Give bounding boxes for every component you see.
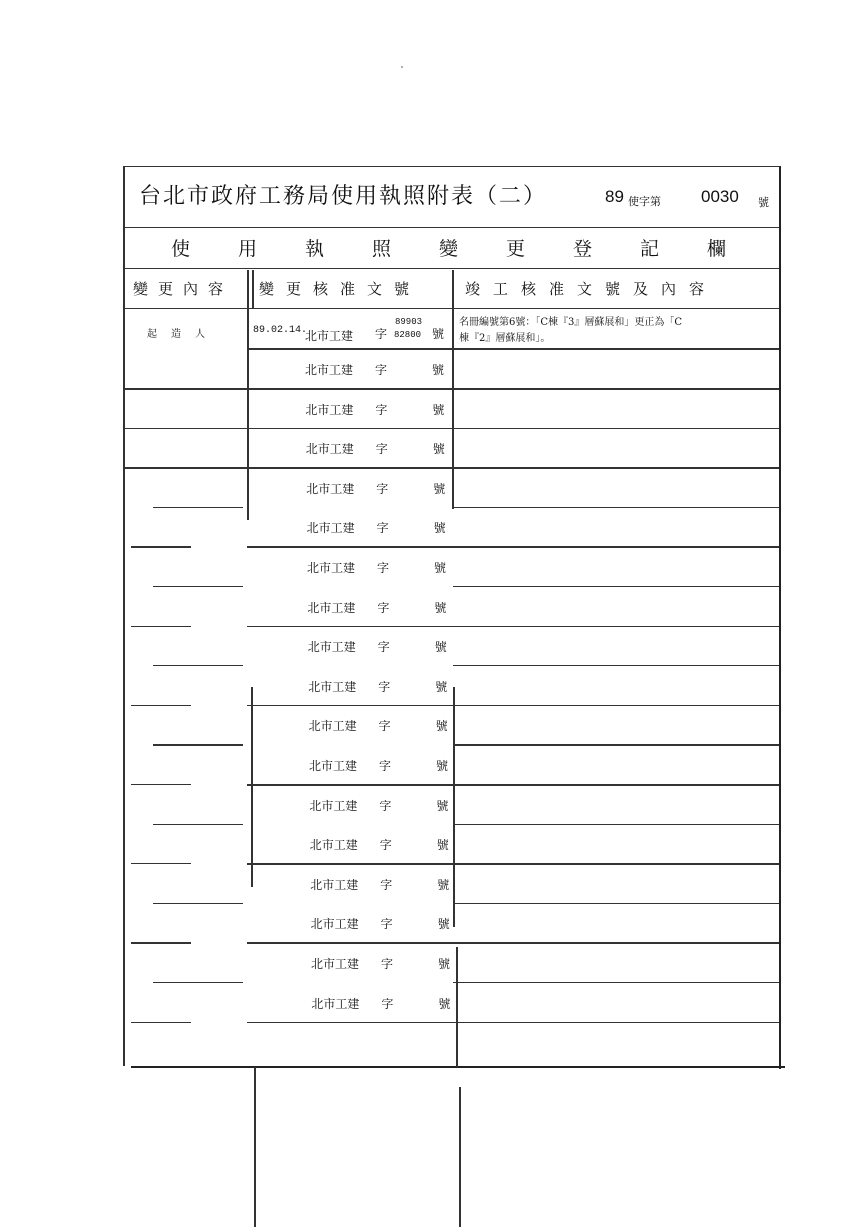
grid-line (247, 784, 779, 786)
grid-line (153, 744, 243, 745)
grid-line (153, 507, 243, 508)
approval-prefix: 北市工建 (311, 957, 360, 971)
approval-hao: 號 (435, 719, 448, 734)
record-row (123, 626, 779, 666)
record-row (123, 349, 779, 389)
approval-prefix: 北市工建 (309, 838, 358, 853)
approval-zi: 字 (377, 600, 390, 615)
grid-line (153, 665, 243, 666)
grid-line (453, 744, 779, 745)
column-divider (254, 1067, 256, 1227)
approval-prefix: 北市工建 (305, 329, 354, 343)
header-approval-doc: 變更核准文號 (259, 280, 422, 298)
grid-line (453, 586, 779, 587)
grid-line (131, 626, 191, 627)
record-row (123, 587, 779, 627)
grid-line (153, 824, 243, 825)
approval-hao: 號 (436, 798, 449, 813)
approval-date: 89.02.14. (253, 325, 308, 336)
approval-zi: 字 (379, 838, 392, 853)
grid-line (453, 665, 779, 666)
approval-zi: 字 (377, 640, 390, 655)
grid-line (247, 1022, 779, 1024)
record-row (123, 507, 779, 547)
record-row (123, 745, 779, 785)
approval-prefix: 北市工建 (307, 600, 356, 615)
grid-line (453, 824, 779, 825)
header-completion: 竣工核准文號及內容 (465, 280, 718, 298)
grid-line (131, 784, 191, 785)
approval-prefix: 北市工建 (305, 442, 354, 457)
approval-zi: 字 (375, 442, 388, 457)
record-row (123, 943, 779, 983)
approval-prefix: 北市工建 (309, 759, 358, 773)
grid-line (153, 586, 243, 587)
permit-word: 使字第 (628, 195, 661, 208)
column-divider (452, 270, 454, 308)
record-row (123, 468, 779, 508)
approval-zi: 字 (375, 327, 388, 341)
approval-zi: 字 (380, 917, 393, 932)
approval-hao: 號 (437, 877, 450, 892)
approval-hao: 號 (437, 917, 450, 932)
approval-zi: 字 (381, 996, 394, 1011)
approval-prefix: 北市工建 (310, 917, 359, 932)
section-title: 使用執照變更登記欄 (171, 238, 775, 260)
approval-number-top: 89903 (395, 317, 423, 327)
grid-line (131, 942, 191, 943)
column-divider (452, 309, 454, 509)
grid-line (453, 507, 779, 508)
approval-hao: 號 (432, 402, 445, 417)
approval-prefix: 北市工建 (311, 996, 360, 1011)
scan-speck (401, 66, 403, 68)
approval-hao: 號 (432, 363, 445, 377)
approval-hao: 號 (432, 327, 445, 341)
approval-prefix: 北市工建 (309, 798, 358, 813)
section-title-row (123, 228, 779, 269)
completion-content-line1: 名冊編號第6號：「C棟『3』層蘇展和」更正為「C (459, 317, 683, 328)
approval-zi: 字 (376, 521, 389, 536)
approval-hao: 號 (433, 481, 446, 496)
grid-line (247, 942, 779, 944)
record-row (123, 547, 779, 587)
approval-prefix: 北市工建 (308, 679, 357, 694)
grid-line (131, 546, 191, 547)
change-content-cell: 起造人 (147, 329, 219, 340)
record-row (123, 824, 779, 864)
approval-prefix: 北市工建 (306, 521, 355, 536)
approval-zi: 字 (376, 481, 389, 496)
approval-hao: 號 (434, 640, 447, 655)
column-divider (247, 270, 249, 520)
approval-zi: 字 (375, 363, 388, 377)
header-change-content: 變更內容 (133, 280, 234, 298)
approval-hao: 號 (435, 679, 448, 694)
grid-line (247, 863, 779, 865)
column-divider (251, 687, 253, 887)
column-divider (453, 687, 455, 927)
permit-number-suffix: 號 (758, 196, 769, 209)
approval-zi: 字 (378, 679, 391, 694)
usage-permit-appendix-form (123, 166, 781, 1069)
approval-hao: 號 (436, 759, 449, 773)
column-divider (252, 270, 254, 308)
grid-line (453, 903, 779, 904)
approval-zi: 字 (378, 719, 391, 734)
approval-prefix: 北市工建 (305, 402, 354, 417)
grid-line (131, 863, 191, 864)
approval-hao: 號 (438, 957, 451, 971)
approval-prefix: 北市工建 (310, 877, 359, 892)
record-row (123, 903, 779, 943)
approval-hao: 號 (436, 838, 449, 853)
approval-prefix: 北市工建 (307, 561, 356, 575)
record-row (123, 309, 779, 349)
record-row (123, 666, 779, 706)
approval-prefix: 北市工建 (307, 640, 356, 655)
grid-line (153, 982, 243, 983)
column-divider (456, 947, 458, 1067)
completion-content-line2: 棟『2』層蘇展和」。 (459, 333, 551, 344)
approval-hao: 號 (433, 521, 446, 536)
grid-line (123, 388, 779, 390)
grid-line (247, 546, 779, 548)
grid-line (153, 903, 243, 904)
approval-hao: 號 (434, 561, 447, 575)
approval-zi: 字 (381, 957, 394, 971)
permit-number: 0030 (701, 187, 739, 206)
form-title: 台北市政府工務局使用執照附表（二） (139, 184, 548, 209)
grid-line (131, 1022, 191, 1023)
grid-line (453, 982, 779, 983)
approval-zi: 字 (377, 561, 390, 575)
approval-zi: 字 (379, 798, 392, 813)
approval-zi: 字 (375, 402, 388, 417)
permit-year: 89 (605, 187, 624, 206)
record-row (123, 983, 779, 1023)
grid-line (247, 626, 779, 628)
grid-line (123, 467, 779, 469)
approval-hao: 號 (432, 442, 445, 457)
grid-line (131, 705, 191, 706)
record-row (123, 389, 779, 429)
approval-zi: 字 (379, 759, 392, 773)
approval-zi: 字 (380, 877, 393, 892)
column-header-row (123, 270, 779, 309)
record-row (123, 864, 779, 904)
approval-hao: 號 (438, 996, 451, 1011)
approval-number-bottom: 82800 (394, 330, 422, 340)
grid-line (247, 705, 779, 707)
form-title-row (123, 167, 779, 228)
record-row (123, 785, 779, 825)
approval-prefix: 北市工建 (306, 481, 355, 496)
column-divider (459, 1087, 461, 1227)
record-row (123, 428, 779, 468)
approval-prefix: 北市工建 (308, 719, 357, 734)
approval-hao: 號 (434, 600, 447, 615)
grid-line (123, 428, 779, 430)
record-row (123, 705, 779, 745)
grid-line (247, 348, 779, 350)
approval-prefix: 北市工建 (305, 363, 354, 377)
